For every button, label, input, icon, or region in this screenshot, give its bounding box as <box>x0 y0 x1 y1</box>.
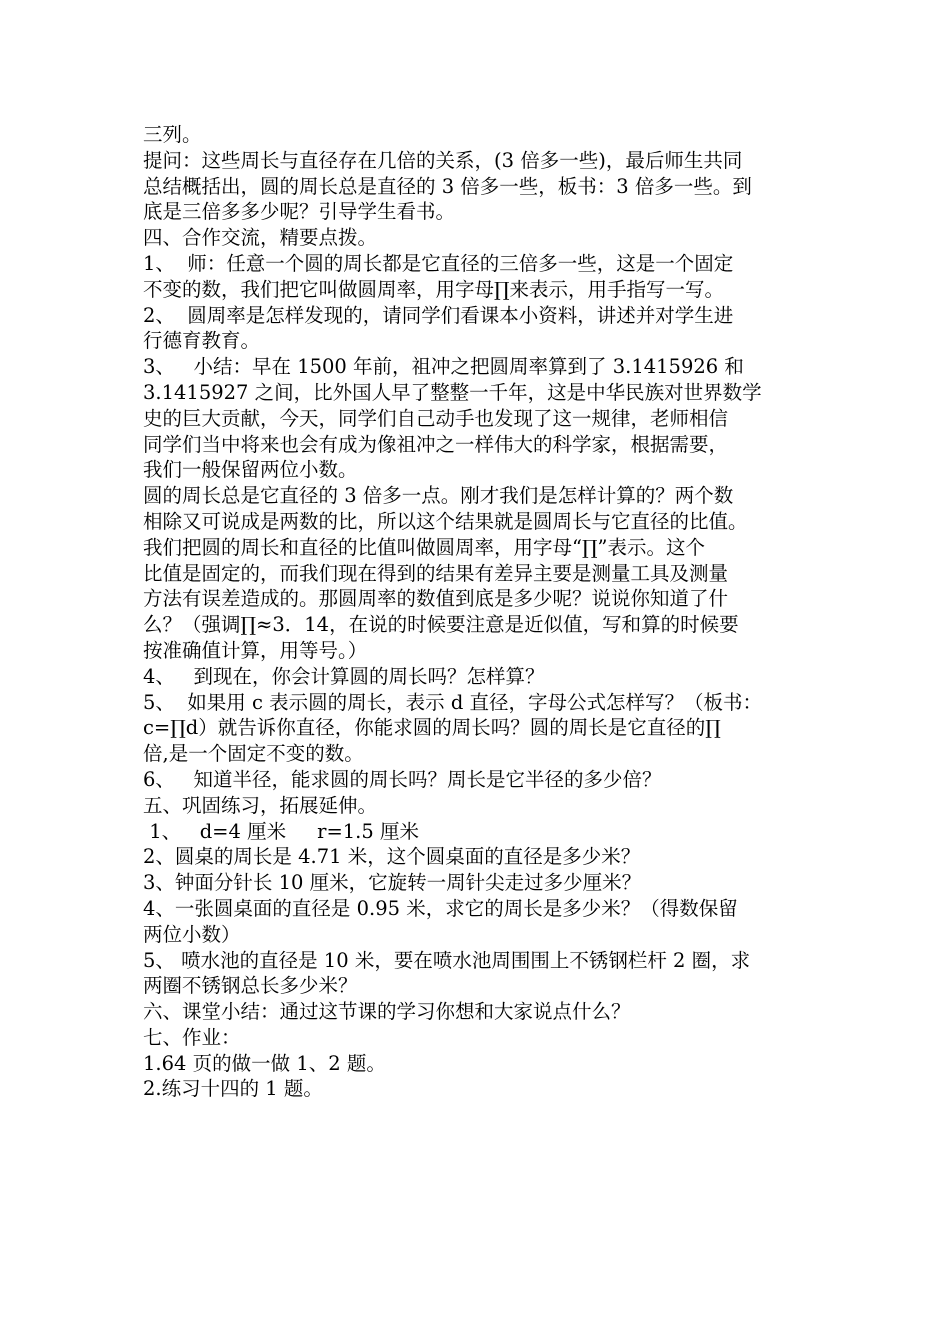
text-line: 我们一般保留两位小数。 <box>143 458 358 482</box>
homework-item: 2.练习十四的 1 题。 <box>143 1077 323 1101</box>
text-line: 方法有误差造成的。那圆周率的数值到底是多少呢？说说你知道了什 <box>143 587 729 611</box>
text-line: 同学们当中将来也会有成为像祖冲之一样伟大的科学家，根据需要， <box>143 432 729 456</box>
text-line: 4、 到现在，你会计算圆的周长吗？怎样算？ <box>143 664 545 688</box>
exercise-item: 4、一张圆桌面的直径是 0.95 米，求它的周长是多少米？（得数保留 <box>143 896 738 920</box>
text-line: 1、 师：任意一个圆的周长都是它直径的三倍多一些，这是一个固定 <box>143 251 734 275</box>
text-line: 么？（强调∏≈3．14，在说的时候要注意是近似值，写和算的时候要 <box>143 613 739 637</box>
text-line: 按准确值计算，用等号。） <box>143 638 368 662</box>
exercise-item: 5、 喷水池的直径是 10 米，要在喷水池周围围上不锈钢栏杆 2 圈，求 <box>143 948 751 972</box>
text-line: 不变的数，我们把它叫做圆周率，用字母∏来表示，用手指写一写。 <box>143 277 725 301</box>
text-line: 比值是固定的，而我们现在得到的结果有差异主要是测量工具及测量 <box>143 561 729 585</box>
text-line: 我们把圆的周长和直径的比值叫做圆周率，用字母“∏”表示。这个 <box>143 535 705 559</box>
text-line: 总结概括出，圆的周长总是直径的 3 倍多一些，板书：3 倍多一些。到 <box>143 174 752 198</box>
text-line: c=∏d）就告诉你直径，你能求圆的周长吗？圆的周长是它直径的∏ <box>143 716 721 740</box>
text-line: 相除又可说成是两数的比，所以这个结果就是圆周长与它直径的比值。 <box>143 509 748 533</box>
section-heading: 七、作业： <box>143 1025 241 1049</box>
text-line: 3、 小结：早在 1500 年前，祖冲之把圆周率算到了 3.1415926 和 <box>143 355 744 379</box>
text-line: 倍,是一个固定不变的数。 <box>143 742 364 766</box>
section-heading: 五、巩固练习，拓展延伸。 <box>143 793 378 817</box>
exercise-item: 两圈不锈钢总长多少米？ <box>143 974 358 998</box>
text-line: 底是三倍多多少呢？引导学生看书。 <box>143 200 456 224</box>
text-line: 6、 知道半径，能求圆的周长吗？周长是它半径的多少倍？ <box>143 767 662 791</box>
section-heading: 六、课堂小结：通过这节课的学习你想和大家说点什么？ <box>143 1000 631 1024</box>
text-line: 5、 如果用 c 表示圆的周长，表示 d 直径，字母公式怎样写？（板书： <box>143 690 763 714</box>
document-body <box>143 122 815 1102</box>
exercise-item: 3、钟面分针长 10 厘米，它旋转一周针尖走过多少厘米？ <box>143 871 642 895</box>
text-line: 行德育教育。 <box>143 329 261 353</box>
exercise-item: 1、 d=4 厘米 r=1.5 厘米 <box>143 819 419 843</box>
text-line: 圆的周长总是它直径的 3 倍多一点。刚才我们是怎样计算的？两个数 <box>143 484 734 508</box>
text-line: 三列。 <box>143 123 202 146</box>
text-line: 3.1415927 之间，比外国人早了整整一千年，这是中华民族对世界数学 <box>143 380 762 404</box>
section-heading: 四、合作交流，精要点拨。 <box>143 226 378 250</box>
exercise-item: 两位小数） <box>143 922 241 946</box>
homework-item: 1.64 页的做一做 1、2 题。 <box>143 1051 386 1075</box>
exercise-item: 2、圆桌的周长是 4.71 米，这个圆桌面的直径是多少米？ <box>143 845 641 869</box>
text-line: 史的巨大贡献，今天，同学们自己动手也发现了这一规律，老师相信 <box>143 406 729 430</box>
text-line: 2、 圆周率是怎样发现的，请同学们看课本小资料，讲述并对学生进 <box>143 303 734 327</box>
text-line: 提问：这些周长与直径存在几倍的关系，(3 倍多一些)，最后师生共同 <box>143 148 743 172</box>
